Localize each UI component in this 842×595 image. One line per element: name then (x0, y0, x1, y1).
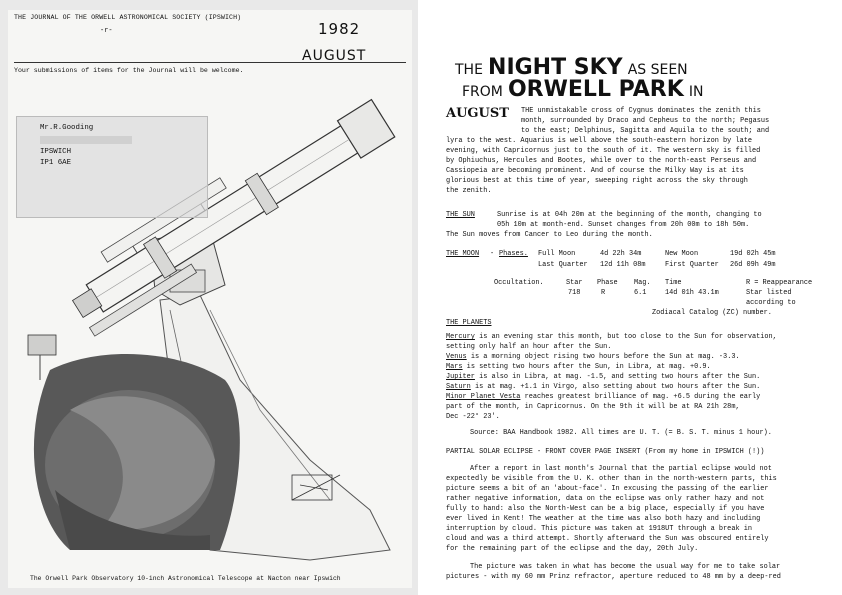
phase-label: Last Quarter (538, 261, 588, 269)
planet-entry (446, 364, 711, 371)
planet-name: Mars (446, 363, 463, 371)
sun-line: 05h 10m at month-end. Sunset changes from 20h 00m to 18h 50m. (497, 221, 750, 229)
planet-name: Minor Planet Vesta (446, 393, 521, 401)
intro-line: month, surrounded by Draco and Cepheus to the north; Pegasus (521, 117, 770, 125)
planet-entry (446, 374, 760, 381)
sun-line: Sunrise is at 04h 20m at the beginning of the month, changing to (497, 211, 762, 219)
moon-phases-label: Phases. (499, 250, 528, 258)
title-from: FROM (462, 84, 503, 100)
title-the: THE (455, 62, 483, 78)
eclipse-line: ever lived in Kent! The weather at the time was also both hazy and including (446, 515, 761, 523)
eclipse-line: pictures - with my 60 mm Prinz refractor, aperture reduced to 48 mm by a deep-red (446, 573, 781, 581)
address-town: IPSWICH (40, 148, 72, 156)
occultation-value: R (601, 289, 606, 297)
planets-source: Source: BAA Handbook 1982. All times are U. T. (= B. S. T. minus 1 hour). (470, 429, 772, 437)
occultation-header: Phase (597, 279, 618, 287)
planet-text: is a morning object rising two hours before the Sun at mag. -3.3. (466, 353, 740, 361)
planet-name: Mercury (446, 333, 475, 341)
intro-month: AUGUST (446, 106, 509, 121)
eclipse-line: cloud and was a third attempt. Shortly afterward the Sun was obscured entirely (446, 535, 769, 543)
occultation-note: R = Reappearance (746, 279, 813, 287)
journal-header: THE JOURNAL OF THE ORWELL ASTRONOMICAL SOCIETY (IPSWICH) (14, 14, 242, 21)
eclipse-line: rather negative information, data on the eclipse was only rather hazy and not (446, 495, 765, 503)
redacted-line (40, 136, 132, 144)
phase-date: 26d 09h 49m (730, 261, 776, 269)
planet-text: reaches greatest brilliance of mag. +6.5 during the early (520, 393, 761, 401)
occultation-header: Mag. (634, 279, 651, 287)
address-name: Mr.R.Gooding (40, 124, 94, 132)
planet-entry (446, 394, 760, 401)
title-in: IN (688, 84, 704, 100)
intro-line: to the east; Delphinus, Sagitta and Aquila to the south; and (521, 127, 770, 135)
sun-line: The Sun moves from Cancer to Leo during the month. (446, 231, 653, 239)
occultation-label: Occultation. (494, 279, 544, 287)
occultation-value: 14d 01h 43.1m (665, 289, 719, 297)
planet-name: Venus (446, 353, 467, 361)
phase-date: 4d 22h 34m (600, 250, 642, 258)
header-divider (14, 62, 406, 63)
title-as-seen: AS SEEN (627, 62, 688, 78)
phase-label: New Moon (665, 250, 699, 258)
occultation-note: Star listed (746, 289, 792, 297)
occultation-note: according to (746, 299, 796, 307)
intro-line: Cassiopeia are becoming prominent. And of course the Milky Way is at its (446, 167, 744, 175)
phase-label: Full Moon (538, 250, 576, 258)
planet-text: is an evening star this month, but too close to the Sun for observation, (474, 333, 777, 341)
planet-text: Dec -22° 23'. (446, 413, 500, 421)
intro-line: by Ophiuchus, Hercules and Bootes, while over to the north-east Perseus and (446, 157, 757, 165)
eclipse-heading: PARTIAL SOLAR ECLIPSE - FRONT COVER PAGE INSERT (From my home in IPSWICH (!)) (446, 448, 765, 456)
address-postcode: IP1 6AE (40, 159, 72, 167)
occultation-value: 718 (568, 289, 581, 297)
occultation-header: Time (665, 279, 682, 287)
occultation-note: Zodiacal Catalog (ZC) number. (652, 309, 772, 317)
planet-text: setting only half an hour after the Sun. (446, 343, 612, 351)
intro-line: lyra to the west. Aquarius is well above the south-eastern horizon by late (446, 137, 752, 145)
eclipse-line: for the remaining part of the eclipse and the day, 20th July. (446, 545, 699, 553)
intro-line: evening, with Capricornus just to the south of it. The western sky is filled (446, 147, 761, 155)
moon-heading: THE MOON (446, 250, 480, 258)
intro-line: the zenith. (446, 187, 492, 195)
cover-year: 1982 (318, 20, 361, 38)
eclipse-line: The picture was taken in what has become the usual way for me to take solar (470, 563, 781, 571)
cover-caption: The Orwell Park Observatory 10-inch Astronomical Telescope at Nacton near Ipswich (30, 575, 341, 582)
intro-line: glorious best at this time of year, sweeping right across the sky through (446, 177, 748, 185)
phase-date: 19d 02h 45m (730, 250, 776, 258)
planet-entry (446, 354, 740, 361)
occultation-header: Star (566, 279, 583, 287)
eclipse-line: After a report in last month's Journal that the partial eclipse would not (470, 465, 772, 473)
title-orwell-park: ORWELL PARK (507, 77, 684, 102)
article-page (426, 0, 836, 595)
planet-text: part of the month, in Capricornus. On the 9th it will be at RA 21h 28m, (446, 403, 740, 411)
planet-entry (446, 334, 777, 341)
header-mark: -r- (100, 27, 113, 35)
planet-text: is setting two hours after the Sun, in Libra, at mag. +0.9. (462, 363, 711, 371)
title-line-2 (462, 77, 703, 101)
cover-page (0, 0, 418, 595)
phase-date: 12d 11h 08m (600, 261, 646, 269)
planet-entry (446, 384, 760, 391)
occultation-value: 6.1 (634, 289, 647, 297)
sun-heading: THE SUN (446, 211, 475, 219)
submissions-note: Your submissions of items for the Journal will be welcome. (14, 67, 244, 74)
title-line-1 (455, 55, 688, 79)
planets-heading: THE PLANETS (446, 319, 492, 327)
eclipse-line: picture seems a bit of an 'about-face'. In excusing the passing of the earlier (446, 485, 769, 493)
eclipse-line: interruption by cloud. This picture was taken at 1918UT through a break in (446, 525, 752, 533)
planet-text: is also in Libra, at mag. -1.5, and setting two hours after the Sun. (474, 373, 761, 381)
eclipse-line: fully to hand: also the North-West can be a big place, especially if you have (446, 505, 765, 513)
intro-line: THE unmistakable cross of Cygnus dominates the zenith this (521, 107, 761, 115)
title-night-sky: NIGHT SKY (488, 55, 623, 80)
eclipse-line: expectedly be visible from the U. K. other than in the north-western parts, this (446, 475, 777, 483)
phase-label: First Quarter (665, 261, 719, 269)
moon-dash: - (490, 250, 495, 258)
planet-name: Jupiter (446, 373, 475, 381)
cover-month: AUGUST (302, 48, 367, 64)
planet-text: is at mag. +1.1 in Virgo, also setting about two hours after the Sun. (470, 383, 761, 391)
planet-name: Saturn (446, 383, 471, 391)
